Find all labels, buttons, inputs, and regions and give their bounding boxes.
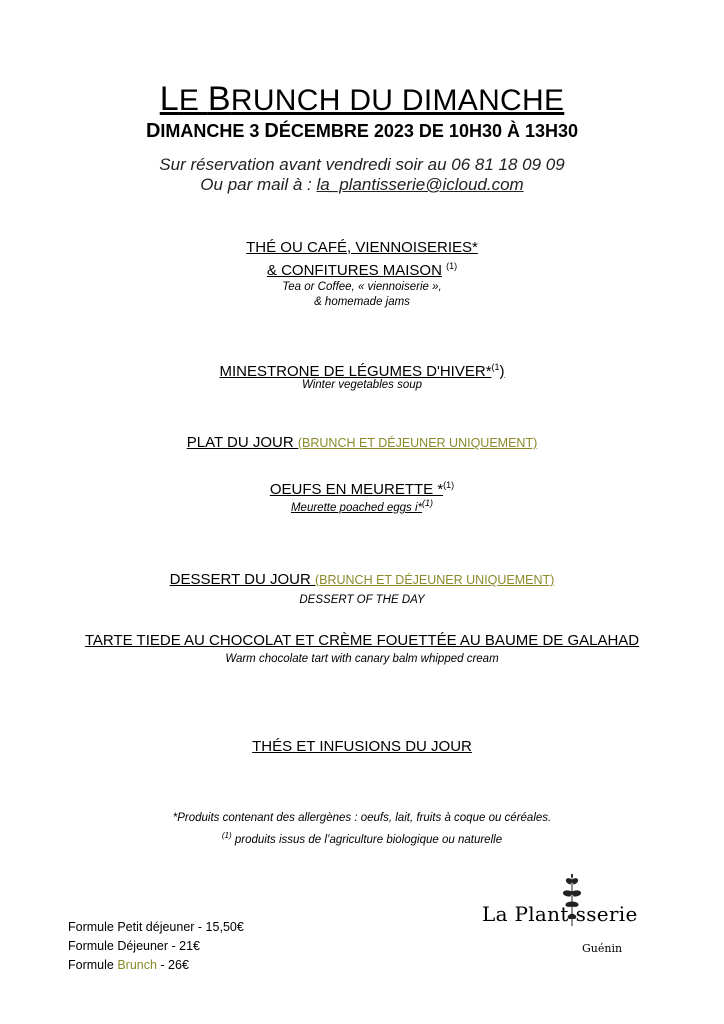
logo-name-part: La Plant [482,902,569,926]
logo-name-part: sserie [575,902,638,926]
translation-line: Tea or Coffee, « viennoiserie », [282,281,442,293]
menu-item-title-close: ) [499,363,505,380]
logo-name [482,902,638,926]
translation-line: Meurette poached eggs i* [290,501,423,514]
footnote-marker: (1 [491,362,500,372]
date-part: IMANCHE 3 [160,121,265,141]
title-part: E [178,84,208,117]
price-petit-dejeuner: Formule Petit déjeuner - 15,50€ [68,920,244,934]
bio-note [0,827,724,849]
menu-item-title: DESSERT DU JOUR [169,571,315,588]
title-part: RUNCH DU DIMANCHE [230,84,565,117]
footnote-marker: (1) [446,261,458,271]
footnote-marker: (1) [221,831,232,840]
footnote-marker: (1) [422,498,434,508]
menu-item-title: TARTE TIEDE AU CHOCOLAT ET CRÈME FOUETTÉE AU BAUME DE GALAHAD [84,632,640,649]
date-part: D [264,120,279,142]
menu-item-plat-du-jour [0,433,724,453]
menu-item-title: MINESTRONE DE LÉGUMES D'HIVER* [219,363,492,380]
footnotes [0,810,724,849]
event-date [0,120,724,143]
menu-item-dessert-du-jour [0,570,724,590]
menu-item-translation: Warm chocolate tart with canary balm whipped cream [225,653,499,665]
reservation-phone-line: Sur réservation avant vendredi soir au 06 81 18 09 09 [159,155,565,174]
menu-item-thes [0,737,724,756]
price-value: - 26€ [156,958,189,972]
menu-item-tea-coffee [0,238,724,280]
page-title [0,80,724,119]
mail-prefix: Ou par mail à : [200,175,317,194]
menu-item-title: & CONFITURES MAISON [266,262,442,279]
allergen-note: *Produits contenant des allergènes : oeufs, lait, fruits à coque ou céréales. [172,812,552,824]
bio-note-text: produits issus de l’agriculture biologique ou naturelle [231,833,503,846]
menu-item-translation: Winter vegetables soup [301,379,423,391]
date-part: ÉCEMBRE 2023 DE 10H30 À 13H30 [278,121,579,141]
logo-subtitle: Guénin [582,942,623,955]
title-part: L [159,80,179,118]
price-label-brunch: Brunch [117,958,157,972]
menu-item-title: THÉS ET INFUSIONS DU JOUR [252,738,472,755]
menu-item-tarte [0,631,724,650]
date-part: D [145,120,161,142]
email-link[interactable]: la_plantisserie@icloud.com [316,175,524,194]
menu-item-title: PLAT DU JOUR [186,434,298,451]
availability-note: (BRUNCH ET DÉJEUNER UNIQUEMENT) [314,573,555,587]
menu-item-translation [0,280,724,310]
price-dejeuner: Formule Déjeuner - 21€ [68,939,201,953]
availability-note: (BRUNCH ET DÉJEUNER UNIQUEMENT) [297,436,538,450]
menu-item-translation: DESSERT OF THE DAY [299,594,425,606]
menu-item-title: OEUFS EN MEURETTE * [269,481,444,498]
footnote-marker: (1) [443,480,455,490]
reservation-mail-line [0,175,724,195]
reservation-info [0,155,724,195]
price-list [68,918,244,975]
price-brunch [68,956,244,975]
price-label: Formule [68,958,118,972]
logo [482,872,642,964]
title-part: B [207,80,231,118]
menu-item-translation [0,496,724,516]
translation-line: & homemade jams [314,296,410,308]
menu-item-title: THÉ OU CAFÉ, VIENNOISERIES* [246,239,478,256]
